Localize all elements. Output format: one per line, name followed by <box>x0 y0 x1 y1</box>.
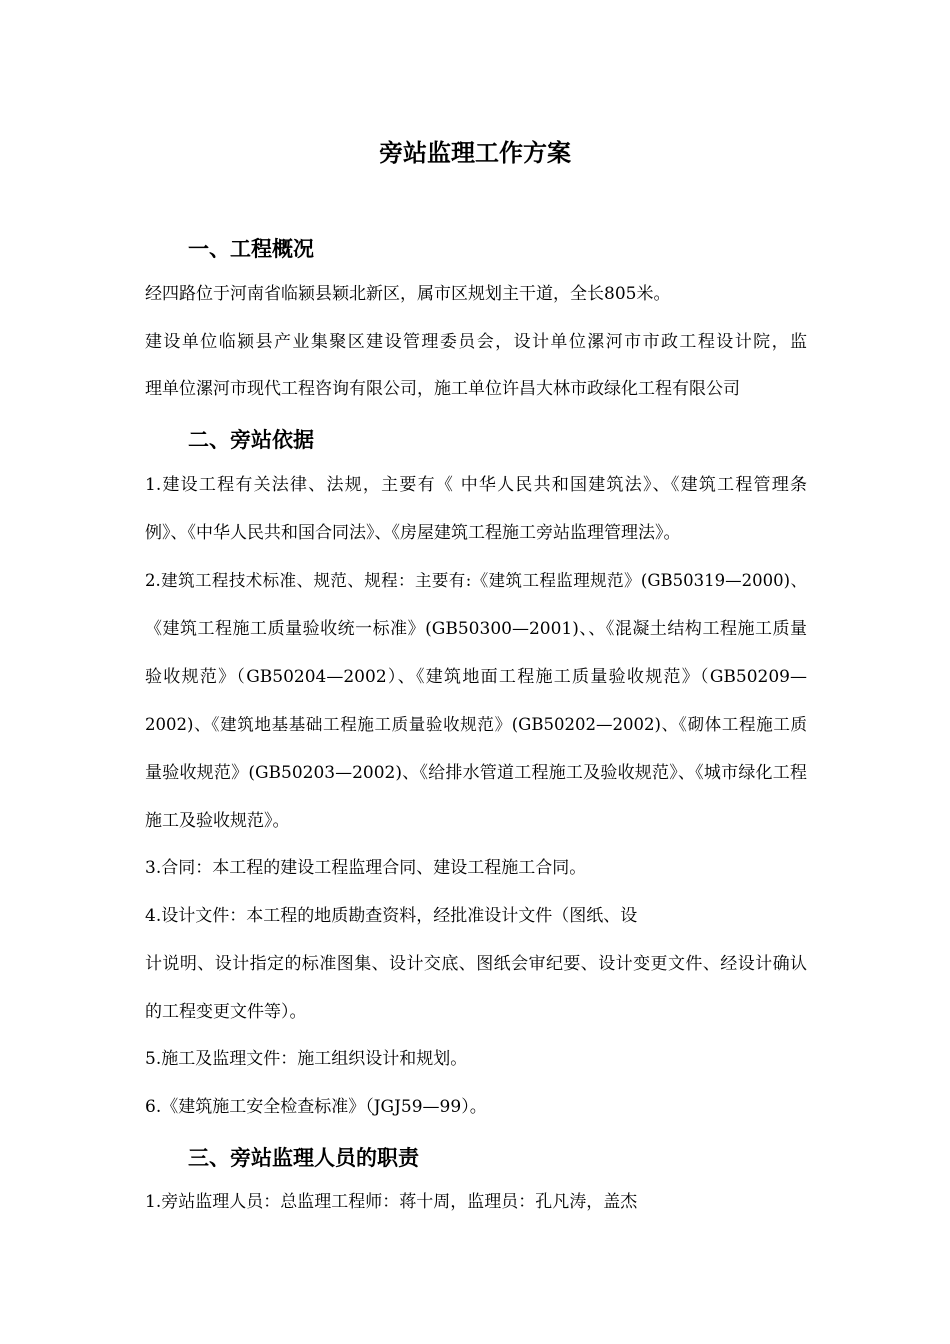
paragraph-line: 6.《建筑施工安全检查标准》（JGJ59—99）。 <box>145 1097 487 1117</box>
document-title: 旁站监理工作方案 <box>379 138 571 167</box>
section-heading-basis: 二、旁站依据 <box>188 427 314 452</box>
section-heading-overview: 一、工程概况 <box>188 236 314 261</box>
paragraph-line: 量验收规范》(GB50203—2002)、《给排水管道工程施工及验收规范》、《城市绿化工程 <box>145 763 807 783</box>
paragraph-line: 理单位漯河市现代工程咨询有限公司，施工单位许昌大林市政绿化工程有限公司 <box>145 379 740 399</box>
paragraph-line: 2.建筑工程技术标准、规范、规程：主要有:《建筑工程监理规范》(GB50319—2000)、 <box>145 571 807 590</box>
paragraph-line: 1.旁站监理人员：总监理工程师：蒋十周，监理员：孔凡涛，盖杰 <box>145 1192 638 1212</box>
paragraph-line: 施工及验收规范》。 <box>145 811 290 831</box>
paragraph-line: 验收规范》（GB50204—2002）、《建筑地面工程施工质量验收规范》（GB50209— <box>145 667 807 687</box>
paragraph-line: 《建筑工程施工质量验收统一标准》(GB50300—2001)、、《混凝土结构工程施工质量 <box>145 619 807 639</box>
paragraph-line: 3.合同：本工程的建设工程监理合同、建设工程施工合同。 <box>145 858 587 878</box>
paragraph-line: 建设单位临颍县产业集聚区建设管理委员会，设计单位漯河市市政工程设计院，监 <box>145 332 807 352</box>
paragraph-line: 的工程变更文件等）。 <box>145 1002 307 1022</box>
paragraph-line: 计说明、设计指定的标准图集、设计交底、图纸会审纪要、设计变更文件、经设计确认 <box>145 954 807 974</box>
paragraph-line: 1.建设工程有关法律、法规，主要有《 中华人民共和国建筑法》、《建筑工程管理条 <box>145 475 807 495</box>
paragraph-line: 2002)、《建筑地基基础工程施工质量验收规范》(GB50202—2002)、《砌体工程施工质 <box>145 715 807 734</box>
paragraph-line: 经四路位于河南省临颍县颖北新区，属市区规划主干道，全长805米。 <box>145 284 671 304</box>
section-heading-duties: 三、旁站监理人员的职责 <box>188 1145 419 1170</box>
paragraph-line: 5.施工及监理文件：施工组织设计和规划。 <box>145 1049 468 1069</box>
paragraph-line: 4.设计文件：本工程的地质勘查资料，经批准设计文件（图纸、设 <box>145 906 638 926</box>
paragraph-line: 例》、《中华人民共和国合同法》、《房屋建筑工程施工旁站监理管理法》。 <box>145 523 681 543</box>
